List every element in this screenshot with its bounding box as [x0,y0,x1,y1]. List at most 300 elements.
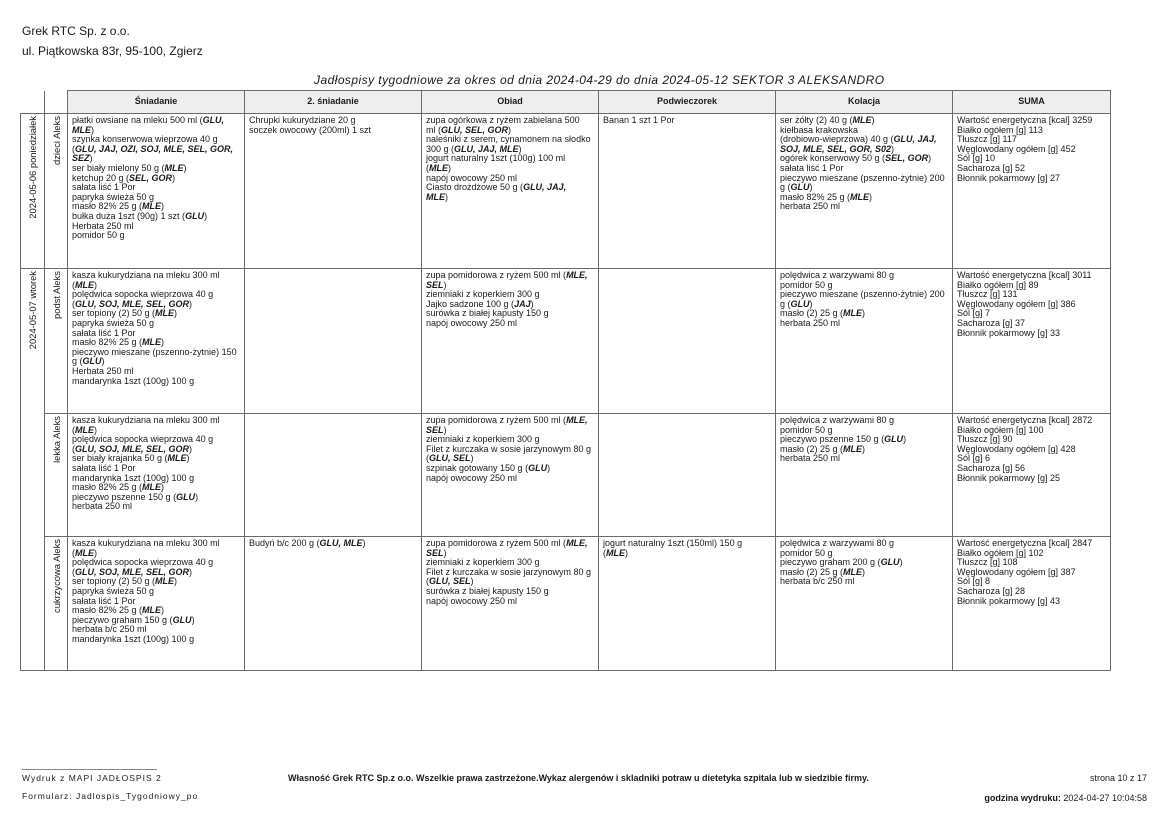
footer-ownership: Własność Grek RTC Sp.z o.o. Wszelkie prawa zastrzeżone.Wykaz alergenów i skladniki potraw u dietetyka szpitala lub w siedzibie firmy. [288,773,869,783]
cell-line [603,116,772,126]
cell-text: ziemniaki z koperkiem 300 g [426,434,540,445]
column-header-lunch: Obiad [422,91,599,114]
cell-text: g ( [780,182,791,193]
allergen-code: MLE [426,191,445,202]
cell-text: Białko ogółem [g] 100 [957,424,1044,435]
cell-text: pieczywo mieszane (pszenno-żytnie) 200 [780,172,945,183]
cell-text: pieczywo mieszane (pszenno-żytnie) 150 [72,346,237,357]
table-row [21,269,1111,414]
allergen-code: MLE [155,576,175,587]
cell-text: napój owocowy 250 ml [426,595,518,606]
allergen-code: GLU, SEL, GOR [441,124,509,135]
cell-text: ) [161,337,165,348]
cell-text: pieczywo pszenne 150 g ( [72,491,177,502]
allergen-code: MLE [164,162,184,173]
cell-line [957,329,1107,339]
allergen-code: MLE [75,547,94,558]
allergen-code: GLU [884,434,904,445]
cell-text: ) [862,308,866,319]
cell-text: kasza kukurydziana na mleku 300 ml [72,270,220,280]
cell-text: Wartość energetyczna [kcal] 3259 [957,115,1093,125]
allergen-code: SEL [426,547,444,558]
column-header-breakfast: Śniadanie [68,91,245,114]
cell-text: naleśniki z serem, cynamonem na słodko [426,134,591,145]
diet-cell [45,537,68,671]
meal-cell [68,269,245,414]
sum-cell [953,269,1111,414]
cell-text: polędwica sopocka wieprzowa 40 g [72,289,214,300]
cell-text: Ciasto drożdżowe 50 g ( [426,182,524,193]
diet-label: lekka Aleks [50,416,62,463]
cell-text: herbata 250 ml [72,501,133,512]
sum-cell [953,537,1111,671]
meal-cell [68,537,245,671]
cell-text: Węglowodany ogółem [g] 428 [957,443,1076,454]
cell-text: g ( [72,356,83,367]
cell-text: herbata 250 ml [780,317,841,328]
allergen-code: MLE [75,424,94,435]
cell-line [426,154,595,164]
cell-text: masło (2) 25 g ( [780,566,844,577]
cell-text: Tłuszcz [g] 131 [957,289,1018,300]
cell-text: pomidor 50 g [780,547,833,558]
allergen-code: MLE [167,453,187,464]
allergen-code: MLE [72,124,91,135]
cell-text: ( [426,576,429,587]
allergen-code: MLE [155,308,175,319]
allergen-code: MLE [142,482,162,493]
cell-text: ) [448,162,451,173]
cell-text: zupa ogórkowa z ryżem zabielana 500 [426,115,580,125]
cell-text: masło (2) 25 g ( [780,308,844,319]
allergen-code: MLE [142,605,162,616]
cell-text: sałata liść 1 Por [72,595,136,606]
allergen-code: GLU [172,614,192,625]
cell-text: papryka świeża 50 g [72,585,155,596]
meal-cell [422,537,599,671]
cell-text: masło 82% 25 g ( [72,201,143,212]
meal-cell [776,537,953,671]
cell-text: herbata 250 ml [780,453,841,464]
cell-text: ser żółty (2) 40 g ( [780,115,853,125]
cell-text: masło 82% 25 g ( [72,482,143,493]
allergen-code: MLE [852,115,872,125]
cell-text: ) [470,576,474,587]
allergen-code: GLU, JAJ, [893,134,937,145]
cell-text: ) [443,279,447,290]
cell-text: mandarynka 1szt (100g) 100 g [72,472,195,483]
cell-text: szpinak gotowany 150 g ( [426,462,529,473]
meal-cell [245,537,422,671]
diet-label: cukrzycowa Aleks [50,539,62,613]
cell-text: ) [94,279,97,290]
cell-line [780,454,949,464]
cell-text: Filet z kurczaka w sosie jarzynowym 80 g [426,566,592,577]
allergen-code: MLE, [566,415,588,425]
cell-text: ) [508,124,512,135]
allergen-code: SEL [426,279,444,290]
cell-text: ) [174,308,178,319]
date-cell [21,114,45,269]
cell-text: polędwica sopocka wieprzowa 40 g [72,434,214,445]
allergen-code: GLU [176,491,196,502]
cell-text: ml ( [426,124,441,135]
cell-line [426,416,595,426]
meal-cell [68,414,245,537]
cell-text: pomidor 50 g [780,279,833,290]
meal-cell [422,114,599,269]
allergen-code: MLE, [566,270,588,280]
cell-line [426,319,595,329]
cell-text: Błonnik pokarmowy [g] 43 [957,595,1061,606]
cell-text: masło (2) 25 g ( [780,443,844,454]
cell-text: jogurt naturalny 1szt (100g) 100 ml [426,153,566,164]
cell-text: Tłuszcz [g] 108 [957,557,1018,568]
cell-text: ) [186,453,190,464]
cell-text: ) [362,538,366,548]
cell-text: jogurt naturalny 1szt (150ml) 150 g [603,538,743,548]
cell-line [426,193,595,203]
cell-text: Wartość energetyczna [kcal] 2872 [957,415,1093,425]
cell-text: Błonnik pokarmowy [g] 27 [957,172,1061,183]
cell-text: ogórek konserwowy 50 g ( [780,153,886,164]
cell-text: ) [91,124,94,135]
meal-cell [68,114,245,269]
cell-line [72,635,241,645]
print-time-value: 2024-04-27 10:04:58 [1063,793,1147,803]
allergen-code: GLU, SEL [429,453,471,464]
allergen-code: GLU [880,557,900,568]
allergen-code: SEL [426,424,444,435]
cell-text: ( [72,566,75,577]
cell-text: Sacharoza [g] 37 [957,317,1026,328]
diet-label: podst Aleks [50,271,62,319]
cell-line [780,202,949,212]
cell-text: Sól [g] 8 [957,576,991,587]
company-name: Grek RTC Sp. z o.o. [22,24,130,38]
diet-cell [45,414,68,537]
cell-text: ketchup 20 g ( [72,172,130,183]
allergen-code: MLE [429,162,448,173]
allergen-code: GLU [185,210,205,221]
allergen-code: GLU, JAJ, [523,182,567,193]
cell-text: masło 82% 25 g ( [72,337,143,348]
cell-text: Jajko sadzone 100 g ( [426,298,515,309]
table-row [21,537,1111,671]
cell-text: soczek owocowy (200ml) 1 szt [249,124,372,135]
cell-text: ( [603,547,606,558]
cell-text: pieczywo pszenne 150 g ( [780,434,885,445]
header-blank [45,91,68,114]
allergen-code: MLE [142,201,162,212]
cell-text: Sacharoza [g] 52 [957,162,1026,173]
cell-text: surówka z białej kapusty 150 g [426,308,549,319]
cell-line [72,271,241,281]
footer-divider [22,769,157,770]
cell-text: sałata liść 1 Por [780,162,844,173]
cell-text: ( [426,453,429,464]
cell-line [426,183,595,193]
cell-text: sałata liść 1 Por [72,462,136,473]
table-row [21,414,1111,537]
cell-line [780,319,949,329]
allergen-code: MLE [606,547,625,558]
cell-line [72,231,241,241]
cell-text: ) [183,162,187,173]
cell-text: papryka świeża 50 g [72,317,155,328]
allergen-code: SEL, GOR [129,172,173,183]
cell-text: Budyń b/c 200 g ( [249,538,320,548]
cell-text: masło 82% 25 g ( [72,605,143,616]
cell-line [426,474,595,484]
cell-text: Sacharoza [g] 28 [957,585,1026,596]
cell-text: ) [470,453,474,464]
meal-cell [599,114,776,269]
cell-text: napój owocowy 250 ml [426,317,518,328]
allergen-code: GLU, SEL [429,576,471,587]
cell-line [249,126,418,136]
footer-print-time [984,793,1147,803]
cell-text: ) [625,547,628,558]
cell-text: Węglowodany ogółem [g] 387 [957,566,1076,577]
cell-text: napój owocowy 250 ml [426,472,518,483]
cell-text: ) [445,191,448,202]
cell-text: Tłuszcz [g] 90 [957,434,1013,445]
cell-text: ) [204,210,208,221]
meal-cell [599,414,776,537]
allergen-code: GLU, [202,115,225,125]
allergen-code: GLU, JAJ, MLE [454,143,519,154]
cell-text: ) [195,491,199,502]
cell-text: ) [862,443,866,454]
cell-text: ) [443,424,447,435]
cell-text: polędwica sopocka wieprzowa 40 g [72,557,214,568]
cell-text: (drobiowo-wieprzowa) 40 g ( [780,134,894,145]
cell-text: kasza kukurydziana na mleku 300 ml [72,538,220,548]
cell-text: Białko ogółem [g] 113 [957,124,1043,135]
cell-text: ziemniaki z koperkiem 300 g [426,557,540,568]
cell-text: ) [191,614,195,625]
allergen-code: MLE, [566,538,588,548]
cell-text: ser biały krajanka 50 g ( [72,453,168,464]
cell-text: ) [189,566,193,577]
date-label: 2024-05-06 poniedziałek [27,116,39,219]
cell-line [72,377,241,387]
allergen-code: GLU [528,462,548,473]
meal-cell [776,269,953,414]
cell-text: pieczywo mieszane (pszenno-żytnie) 200 [780,289,945,300]
cell-text: ) [443,547,447,558]
cell-text: ( [72,279,75,290]
cell-text: Herbata 250 ml [72,365,134,376]
cell-text: ) [161,605,165,616]
cell-line [72,145,241,155]
cell-text: ( [72,143,75,154]
cell-line [249,539,418,549]
sum-cell [953,414,1111,537]
diet-cell [45,114,68,269]
cell-line [426,597,595,607]
cell-text: szynka konserwowa wieprzowa 40 g [72,134,218,145]
cell-text: Białko ogółem [g] 89 [957,279,1039,290]
cell-text: pieczywo graham 150 g ( [72,614,173,625]
cell-text: polędwica z warzywami 80 g [780,415,895,425]
allergen-code: SEL, GOR [885,153,929,164]
cell-text: Błonnik pokarmowy [g] 33 [957,327,1061,338]
cell-text: ser biały mielony 50 g ( [72,162,165,173]
cell-text: papryka świeża 50 g [72,191,155,202]
cell-text: Tłuszcz [g] 117 [957,134,1017,145]
diet-label: dzieci Aleks [50,116,62,165]
column-header-sum: SUMA [953,91,1111,114]
page-title: Jadłospisy tygodniowe za okres od dnia 2024-04-29 do dnia 2024-05-12 SEKTOR 3 ALEKSANDRO [314,73,885,87]
cell-text: zupa pomidorowa z ryżem 500 ml ( [426,538,567,548]
cell-text: polędwica z warzywami 80 g [780,270,895,280]
cell-text: kiełbasa krakowska [780,124,859,135]
cell-line [426,271,595,281]
cell-text: napój owocowy 250 ml [426,172,518,183]
diet-cell [45,269,68,414]
cell-text: ( [72,443,75,454]
meal-cell [245,114,422,269]
cell-text: ser topiony (2) 50 g ( [72,576,156,587]
cell-line [957,174,1107,184]
cell-text: Herbata 250 ml [72,220,134,231]
meal-cell [422,414,599,537]
cell-text: ) [547,462,551,473]
cell-text: ) [809,298,813,309]
company-address: ul. Piątkowska 83r, 95-100, Zgierz [22,44,203,58]
cell-text: sałata liść 1 Por [72,327,136,338]
allergen-code: MLE [142,337,162,348]
cell-text: ) [94,424,97,435]
cell-text: herbata b/c 250 ml [780,576,855,587]
cell-line [72,116,241,135]
column-header-second-breakfast: 2. śniadanie [245,91,422,114]
cell-line [72,502,241,512]
footer-form: Formularz: Jadlospis_Tygodniowy_po [22,791,199,801]
cell-text: sałata liść 1 Por [72,182,136,193]
allergen-code: SEZ [72,153,90,164]
sum-cell [953,114,1111,269]
cell-text: ) [869,191,873,202]
cell-text: Sacharoza [g] 56 [957,462,1026,473]
cell-text: płatki owsiane na mleku 500 ml ( [72,115,203,125]
cell-text: ) [161,201,165,212]
cell-text: ziemniaki z koperkiem 300 g [426,289,540,300]
date-cell [21,269,45,671]
allergen-code: MLE [850,191,870,202]
cell-line [72,416,241,426]
cell-text: Sól [g] 10 [957,153,996,164]
cell-text: ) [871,115,875,125]
cell-text: ) [518,143,522,154]
allergen-code: GLU [790,182,810,193]
cell-text: Banan 1 szt 1 Por [603,115,675,125]
allergen-code: MLE [843,308,863,319]
cell-text: ) [899,557,903,568]
cell-text: Sól [g] 7 [957,308,991,319]
cell-text: mandarynka 1szt (100g) 100 g [72,375,195,386]
footer-printout: Wydruk z MAPI JADŁOSPIS 2 [22,773,162,783]
cell-text: ) [172,172,176,183]
cell-text: bułka duża 1szt (90g) 1 szt ( [72,210,186,221]
cell-line [72,539,241,549]
cell-text: ) [809,182,813,193]
cell-text: Węglowodany ogółem [g] 452 [957,143,1076,154]
cell-text: ) [862,566,866,577]
cell-text: ) [189,298,193,309]
allergen-code: GLU, SOJ, MLE, SEL, GOR [75,566,190,577]
cell-text: pieczywo graham 200 g ( [780,557,881,568]
meal-cell [599,537,776,671]
cell-text: herbata 250 ml [780,201,841,212]
cell-text: Filet z kurczaka w sosie jarzynowym 80 g [426,443,592,454]
cell-text: masło 82% 25 g ( [780,191,851,202]
cell-text: Chrupki kukurydziane 20 g [249,115,356,125]
cell-text: Sól [g] 6 [957,453,991,464]
cell-text: ( [72,424,75,435]
header-blank [21,91,45,114]
allergen-code: MLE [843,566,863,577]
cell-text: ) [161,482,165,493]
cell-line [603,539,772,549]
cell-text: ) [94,547,97,558]
cell-text: zupa pomidorowa z ryżem 500 ml ( [426,415,567,425]
cell-line [957,474,1107,484]
column-header-afternoon-snack: Podwieczorek [599,91,776,114]
cell-line [426,539,595,549]
cell-text: ser topiony (2) 50 g ( [72,308,156,319]
allergen-code: MLE [843,443,863,454]
cell-text: ) [530,298,534,309]
cell-text: ) [928,153,932,164]
date-label: 2024-05-07 wtorek [27,271,39,350]
allergen-code: GLU, SOJ, MLE, SEL, GOR [75,298,190,309]
cell-text: Węglowodany ogółem [g] 386 [957,298,1076,309]
allergen-code: JAJ [514,298,531,309]
allergen-code: GLU, SOJ, MLE, SEL, GOR [75,443,190,454]
meal-cell [776,414,953,537]
cell-line [603,549,772,559]
cell-text: pomidor 50 g [780,424,833,435]
meal-cell [422,269,599,414]
allergen-code: GLU [790,298,810,309]
cell-text: pomidor 50 g [72,230,125,241]
cell-text: ) [189,443,193,454]
allergen-code: MLE [75,279,94,290]
cell-text: Błonnik pokarmowy [g] 25 [957,472,1061,483]
cell-text: ) [101,356,105,367]
cell-text: ) [903,434,907,445]
meal-cell [245,269,422,414]
allergen-code: GLU [82,356,102,367]
meal-cell [599,269,776,414]
meal-cell [245,414,422,537]
footer-page-number: strona 10 z 17 [1089,773,1147,783]
cell-text: ( [72,547,75,558]
allergen-code: GLU, MLE [319,538,363,548]
menu-table [20,90,1111,671]
cell-line [780,577,949,587]
cell-line [957,597,1107,607]
meal-cell [776,114,953,269]
cell-text: ) [891,143,895,154]
cell-text: ( [72,298,75,309]
cell-text: g ( [780,298,791,309]
print-time-label: godzina wydruku: [984,793,1061,803]
table-row [21,114,1111,269]
